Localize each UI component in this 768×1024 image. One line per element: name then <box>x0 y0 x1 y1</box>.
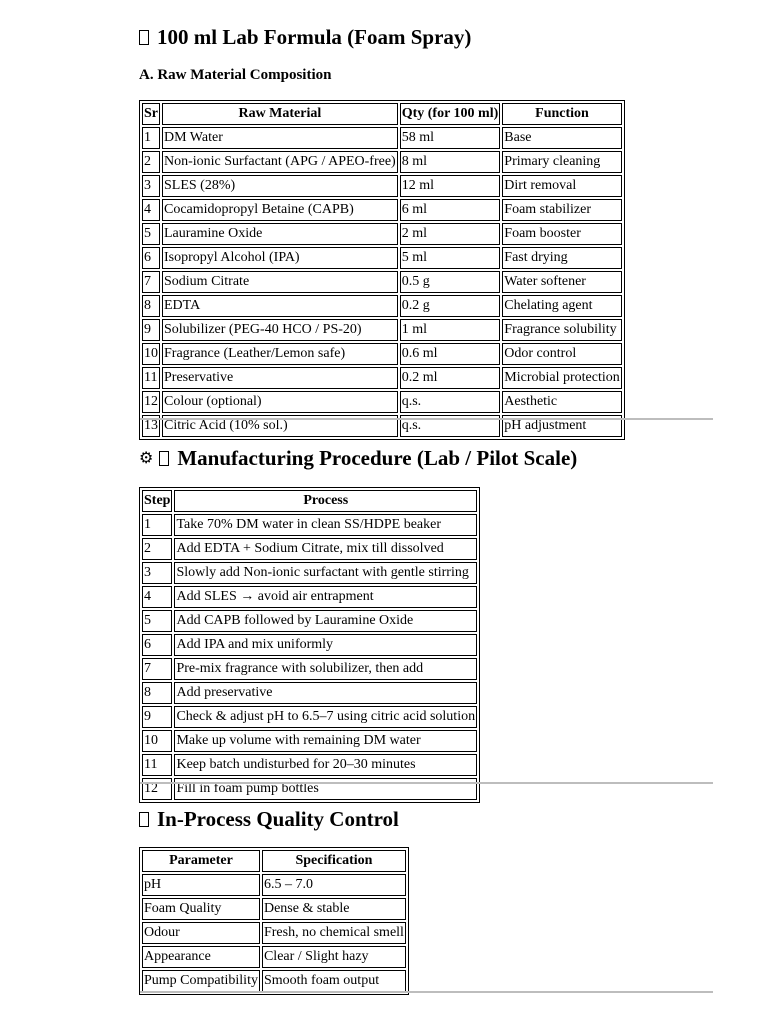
table-cell: Keep batch undisturbed for 20–30 minutes <box>174 754 477 776</box>
table-cell: Appearance <box>142 946 260 968</box>
table-cell: 10 <box>142 343 160 365</box>
table-row <box>142 730 477 752</box>
table-cell: Fragrance solubility <box>502 319 621 341</box>
table-cell: Add IPA and mix uniformly <box>174 634 477 656</box>
table-row <box>142 319 622 341</box>
table-cell: 5 ml <box>400 247 501 269</box>
table-cell: 0.2 ml <box>400 367 501 389</box>
table-cell: SLES (28%) <box>162 175 398 197</box>
table-cell: 7 <box>142 271 160 293</box>
table-row <box>142 367 622 389</box>
procedure-title-text: Manufacturing Procedure (Lab / Pilot Scale) <box>177 446 578 470</box>
table-cell: Foam stabilizer <box>502 199 621 221</box>
table-row <box>142 538 477 560</box>
table-cell: 4 <box>142 199 160 221</box>
table-cell: Dense & stable <box>262 898 406 920</box>
composition-subtitle: A. Raw Material Composition <box>139 67 332 83</box>
table-row <box>142 175 622 197</box>
table-cell: Colour (optional) <box>162 391 398 413</box>
table-cell: Foam Quality <box>142 898 260 920</box>
table-cell: 2 <box>142 151 160 173</box>
table-cell: Lauramine Oxide <box>162 223 398 245</box>
table-cell: Fill in foam pump bottles <box>174 778 477 800</box>
table-cell: 11 <box>142 754 172 776</box>
table-row <box>142 271 622 293</box>
table-cell: Solubilizer (PEG-40 HCO / PS-20) <box>162 319 398 341</box>
table-row <box>142 706 477 728</box>
table-cell: Add SLES → avoid air entrapment <box>174 586 477 608</box>
table-cell: Smooth foam output <box>262 970 406 992</box>
table-row <box>142 610 477 632</box>
column-header: Step <box>142 490 172 512</box>
table-cell: Add preservative <box>174 682 477 704</box>
column-header: Function <box>502 103 621 125</box>
table-cell: 3 <box>142 175 160 197</box>
table-row <box>142 658 477 680</box>
table-row <box>142 634 477 656</box>
table-cell: 5 <box>142 223 160 245</box>
raw-material-table <box>139 100 625 440</box>
table-row <box>142 946 406 968</box>
table-cell: q.s. <box>400 415 501 437</box>
table-cell: Fragrance (Leather/Lemon safe) <box>162 343 398 365</box>
checklist-icon <box>139 812 149 827</box>
table-row <box>142 127 622 149</box>
table-cell: 3 <box>142 562 172 584</box>
table-cell: 6 <box>142 634 172 656</box>
table-cell: Preservative <box>162 367 398 389</box>
procedure-table <box>139 487 480 803</box>
table-cell: 5 <box>142 610 172 632</box>
table-cell: 1 <box>142 514 172 536</box>
procedure-title <box>139 448 577 469</box>
table-cell: 13 <box>142 415 160 437</box>
table-row <box>142 391 622 413</box>
table-cell: Clear / Slight hazy <box>262 946 406 968</box>
column-header: Process <box>174 490 477 512</box>
section-divider <box>140 782 713 784</box>
quality-control-table <box>139 847 409 995</box>
table-row <box>142 922 406 944</box>
table-cell: 12 ml <box>400 175 501 197</box>
table-cell: 11 <box>142 367 160 389</box>
column-header: Raw Material <box>162 103 398 125</box>
table-cell: Make up volume with remaining DM water <box>174 730 477 752</box>
table-cell: Base <box>502 127 621 149</box>
table-cell: Fast drying <box>502 247 621 269</box>
table-cell: pH adjustment <box>502 415 621 437</box>
table-cell: Add EDTA + Sodium Citrate, mix till dissolved <box>174 538 477 560</box>
table-row <box>142 151 622 173</box>
table-cell: 8 <box>142 682 172 704</box>
table-cell: 8 ml <box>400 151 501 173</box>
procedure-icon-box <box>159 451 169 466</box>
table-cell: Pump Compatibility <box>142 970 260 992</box>
table-cell: Slowly add Non-ionic surfactant with gentle stirring <box>174 562 477 584</box>
flask-icon <box>139 30 149 45</box>
qc-title-text: In-Process Quality Control <box>157 807 399 831</box>
table-cell: Sodium Citrate <box>162 271 398 293</box>
qc-title <box>139 809 399 830</box>
table-row <box>142 514 477 536</box>
table-cell: Odor control <box>502 343 621 365</box>
table-cell: Fresh, no chemical smell <box>262 922 406 944</box>
table-row <box>142 970 406 992</box>
table-cell: Microbial protection <box>502 367 621 389</box>
table-cell: 12 <box>142 778 172 800</box>
table-cell: 1 <box>142 127 160 149</box>
table-cell: Take 70% DM water in clean SS/HDPE beaker <box>174 514 477 536</box>
table-row <box>142 562 477 584</box>
table-cell: Water softener <box>502 271 621 293</box>
table-cell: Foam booster <box>502 223 621 245</box>
table-cell: 0.6 ml <box>400 343 501 365</box>
table-cell: Primary cleaning <box>502 151 621 173</box>
table-cell: q.s. <box>400 391 501 413</box>
table-cell: 8 <box>142 295 160 317</box>
table-cell: 6 <box>142 247 160 269</box>
table-header-row <box>142 490 477 512</box>
table-row <box>142 223 622 245</box>
table-cell: 0.5 g <box>400 271 501 293</box>
table-cell: Isopropyl Alcohol (IPA) <box>162 247 398 269</box>
table-cell: 58 ml <box>400 127 501 149</box>
table-row <box>142 898 406 920</box>
table-row <box>142 874 406 896</box>
table-cell: Add CAPB followed by Lauramine Oxide <box>174 610 477 632</box>
section-divider <box>140 418 713 420</box>
table-cell: 0.2 g <box>400 295 501 317</box>
table-row <box>142 343 622 365</box>
formula-title <box>139 27 471 48</box>
table-cell: Non-ionic Surfactant (APG / APEO-free) <box>162 151 398 173</box>
table-cell: 4 <box>142 586 172 608</box>
table-cell: 6 ml <box>400 199 501 221</box>
table-cell: Cocamidopropyl Betaine (CAPB) <box>162 199 398 221</box>
table-cell: 1 ml <box>400 319 501 341</box>
column-header: Specification <box>262 850 406 872</box>
table-cell: 9 <box>142 706 172 728</box>
column-header: Qty (for 100 ml) <box>400 103 501 125</box>
table-cell: 7 <box>142 658 172 680</box>
table-cell: 12 <box>142 391 160 413</box>
table-cell: 10 <box>142 730 172 752</box>
column-header: Sr <box>142 103 160 125</box>
table-cell: Pre-mix fragrance with solubilizer, then add <box>174 658 477 680</box>
section-divider <box>140 991 713 993</box>
table-header-row <box>142 850 406 872</box>
table-cell: EDTA <box>162 295 398 317</box>
table-cell: DM Water <box>162 127 398 149</box>
table-row <box>142 682 477 704</box>
table-row <box>142 295 622 317</box>
table-cell: 9 <box>142 319 160 341</box>
column-header: Parameter <box>142 850 260 872</box>
table-cell: Dirt removal <box>502 175 621 197</box>
table-row <box>142 247 622 269</box>
table-cell: Aesthetic <box>502 391 621 413</box>
table-row <box>142 586 477 608</box>
table-header-row <box>142 103 622 125</box>
table-row <box>142 199 622 221</box>
gear-icon: ⚙ <box>139 448 154 467</box>
table-cell: pH <box>142 874 260 896</box>
table-cell: Chelating agent <box>502 295 621 317</box>
table-cell: 6.5 – 7.0 <box>262 874 406 896</box>
table-cell: 2 <box>142 538 172 560</box>
table-cell: Citric Acid (10% sol.) <box>162 415 398 437</box>
formula-title-text: 100 ml Lab Formula (Foam Spray) <box>157 25 472 49</box>
table-cell: Check & adjust pH to 6.5–7 using citric acid solution <box>174 706 477 728</box>
table-row <box>142 754 477 776</box>
table-cell: 2 ml <box>400 223 501 245</box>
table-cell: Odour <box>142 922 260 944</box>
